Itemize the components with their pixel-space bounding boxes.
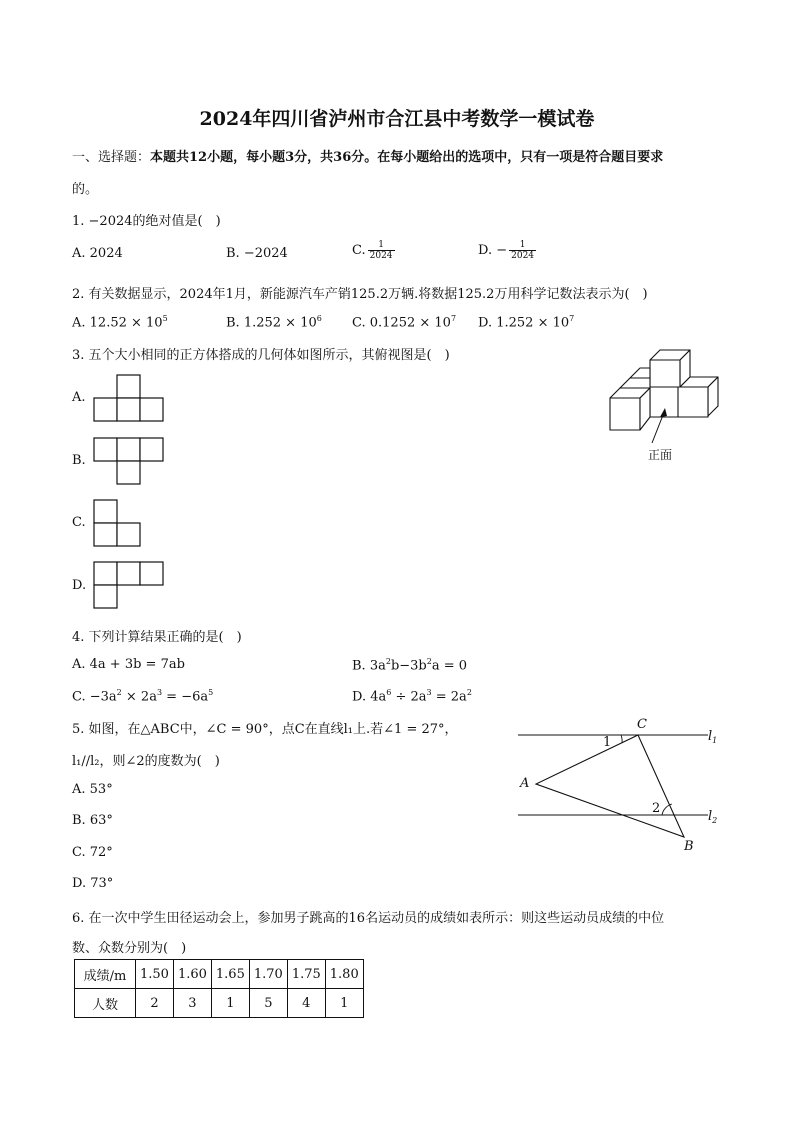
table-header-cell: 成绩/m (75, 960, 136, 989)
vertex-a-label: A (520, 776, 530, 791)
angle-1-arc (621, 735, 622, 743)
q5-triangle-figure (510, 712, 730, 857)
q3-stem: 3. 五个大小相同的正方体搭成的几何体如图所示，其俯视图是( ) (72, 348, 450, 363)
q5-option-d: D. 73° (72, 876, 114, 891)
q2-option-c: C. $0.1252 \times 10^7$ (352, 314, 457, 331)
q1-option-a: A. 2024 (72, 246, 123, 261)
table-cell: 4 (287, 989, 325, 1018)
table-cell: 1 (211, 989, 249, 1018)
angle-2-label: 2 (652, 801, 661, 816)
angle-1-label: 1 (603, 735, 612, 750)
section-desc-line2: 的。 (72, 182, 99, 197)
table-cell: 1.75 (287, 960, 325, 989)
q2-option-b: B. $1.252 \times 10^6$ (226, 314, 322, 331)
table-row (75, 960, 364, 989)
table-row (75, 989, 364, 1018)
q1-option-d: D. − $\frac{1}{2024}$ (478, 240, 535, 261)
page-title: 2024年四川省泸州市合江县中考数学一模试卷 (199, 108, 595, 130)
q4-option-d: D. $4a^6 \div 2a^3 = 2a^2$ (352, 688, 472, 705)
q2-option-a: A. $12.52 \times 10^5$ (72, 314, 168, 331)
q5-option-b: B. 63° (72, 813, 113, 828)
q4-option-b: B. $3a^2b-3b^2a = 0$ (352, 657, 468, 674)
section-desc-line1: 本题共12小题，每小题3分，共36分。在每小题给出的选项中，只有一项是符合题目要求 (150, 150, 664, 165)
q6-stem-line2: 数、众数分别为( ) (72, 941, 187, 956)
table-cell: 1.50 (136, 960, 174, 989)
q3-option-d-label: D. (72, 578, 87, 593)
table-cell: 1.70 (249, 960, 287, 989)
q5-option-a: A. 53° (72, 782, 113, 797)
q3-option-a-label: A. (72, 390, 86, 405)
l2-label: $l_2$ (708, 809, 718, 825)
vertex-b-label: B (684, 839, 694, 854)
table-cell: 1.60 (173, 960, 211, 989)
section-head: 一、选择题： (72, 150, 151, 165)
vertex-c-label: C (637, 717, 647, 732)
q5-stem-line2: l₁//l₂，则∠2的度数为( ) (72, 754, 220, 769)
q2-stem: 2. 有关数据显示，2024年1月，新能源汽车产销125.2万辆.将数据125.2万用科学记数法表示为( ) (72, 287, 648, 302)
table-cell: 5 (249, 989, 287, 1018)
q3-option-c-label: C. (72, 515, 86, 530)
q4-option-a: A. 4a + 3b = 7ab (72, 657, 185, 672)
q3-front-label: 正面 (648, 448, 673, 462)
q6-score-table (74, 959, 364, 1018)
table-cell: 2 (136, 989, 174, 1018)
angle-2-arc (662, 804, 672, 815)
q3-option-b-label: B. (72, 453, 86, 468)
table-header-cell: 人数 (75, 989, 136, 1018)
q2-option-d: D. $1.252 \times 10^7$ (478, 314, 575, 331)
q3-grid-a (94, 375, 163, 421)
q4-option-c: C. $-3a^2 \times 2a^3 = -6a^5$ (72, 688, 214, 705)
table-cell: 3 (173, 989, 211, 1018)
q5-stem-line1: 5. 如图，在△ABC中，∠C = 90°，点C在直线l₁上.若∠1 = 27°， (72, 722, 458, 737)
q3-grid-c (94, 500, 140, 546)
table-cell: 1 (325, 989, 363, 1018)
table-cell: 1.65 (211, 960, 249, 989)
q3-grid-d (94, 562, 163, 608)
q6-stem-line1: 6. 在一次中学生田径运动会上，参加男子跳高的16名运动员的成绩如表所示：则这些运动员成绩的中位 (72, 911, 665, 926)
q5-option-c: C. 72° (72, 845, 113, 860)
q1-option-b: B. −2024 (226, 246, 288, 261)
q1-option-c: C. $\frac{1}{2024}$ (352, 240, 393, 261)
q3-grid-b (94, 438, 163, 484)
q4-stem: 4. 下列计算结果正确的是( ) (72, 630, 242, 645)
l1-label: $l_1$ (708, 729, 718, 745)
table-cell: 1.80 (325, 960, 363, 989)
triangle-abc (536, 735, 684, 837)
q1-stem: 1. −2024的绝对值是( ) (72, 214, 221, 229)
